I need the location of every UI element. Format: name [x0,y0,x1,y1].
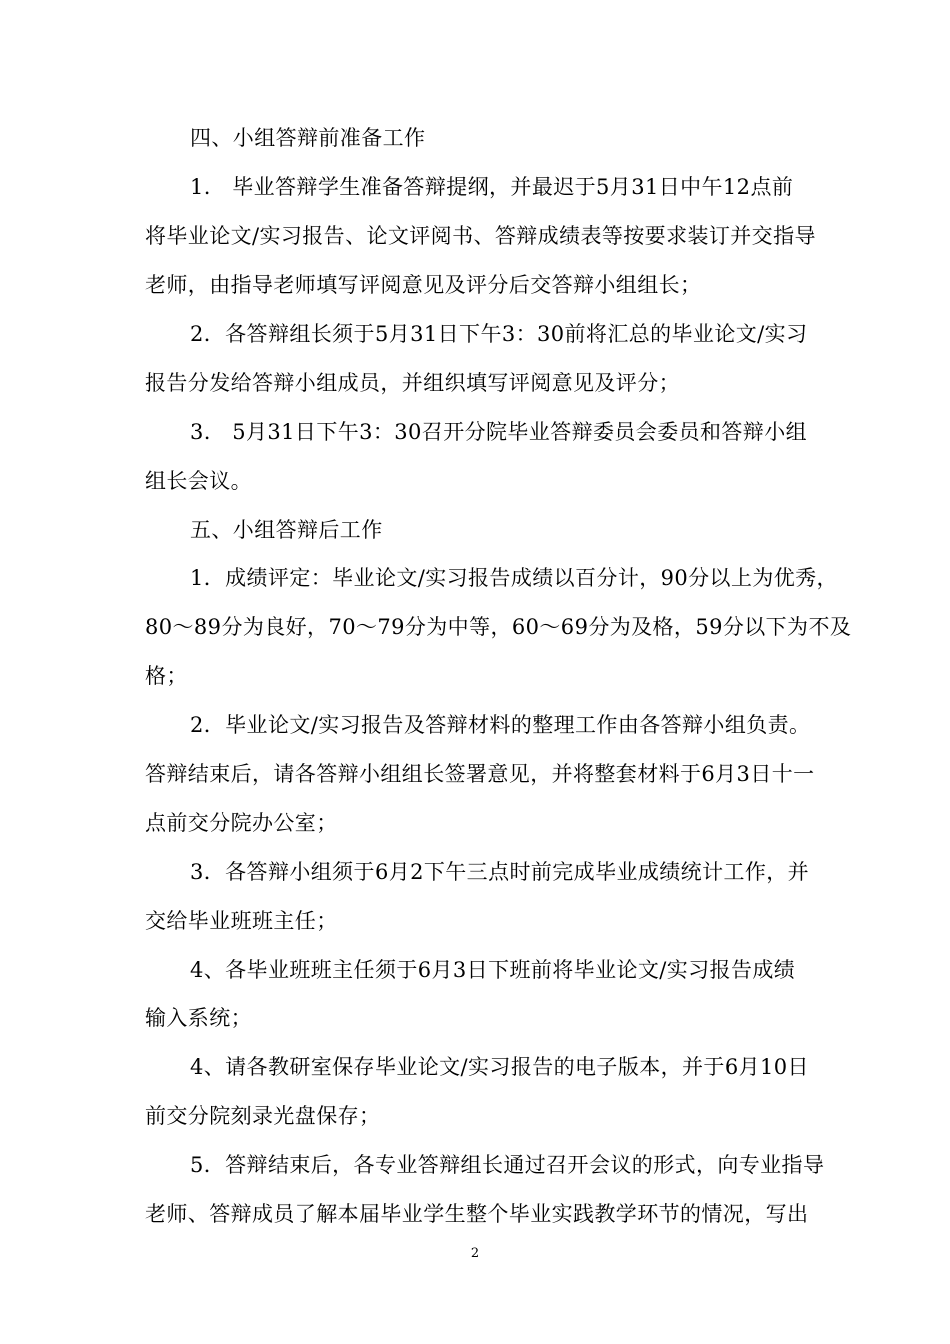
paragraph-line: 3. 5月31日下午3：30召开分院毕业答辩委员会委员和答辩小组 [190,420,807,444]
paragraph-line: 组长会议。 [145,469,252,493]
paragraph-line: 输入系统； [145,1006,252,1030]
paragraph-line: 2．毕业论文/实习报告及答辩材料的整理工作由各答辩小组负责。 [190,713,811,737]
paragraph-line: 老师，由指导老师填写评阅意见及评分后交答辩小组组长； [145,273,702,297]
paragraph-line: 报告分发给答辩小组成员，并组织填写评阅意见及评分； [145,371,680,395]
section-heading-after-defense: 五、小组答辩后工作 [190,518,383,542]
section-heading-preparation: 四、小组答辩前准备工作 [190,126,426,150]
paragraph-line: 答辩结束后，请各答辩小组组长签署意见，并将整套材料于6月3日十一 [145,762,815,786]
paragraph-line: 格； [145,664,188,688]
paragraph-line: 1. 毕业答辩学生准备答辩提纲，并最迟于5月31日中午12点前 [190,175,794,199]
paragraph-line: 将毕业论文/实习报告、论文评阅书、答辩成绩表等按要求装订并交指导 [145,224,816,248]
paragraph-line: 2．各答辩组长须于5月31日下午3：30前将汇总的毕业论文/实习 [190,322,808,346]
paragraph-line: 1．成绩评定：毕业论文/实习报告成绩以百分计，90分以上为优秀， [190,566,838,590]
paragraph-line: 4、请各教研室保存毕业论文/实习报告的电子版本，并于6月10日 [190,1055,809,1079]
paragraph-line: 80～89分为良好，70～79分为中等，60～69分为及格，59分以下为不及 [145,615,852,639]
paragraph-line: 前交分院刻录光盘保存； [145,1104,381,1128]
page-number: 2 [470,1246,480,1261]
paragraph-line: 3．各答辩小组须于6月2下午三点时前完成毕业成绩统计工作，并 [190,860,810,884]
paragraph-line: 4、各毕业班班主任须于6月3日下班前将毕业论文/实习报告成绩 [190,958,796,982]
paragraph-line: 老师、答辩成员了解本届毕业学生整个毕业实践教学环节的情况，写出 [145,1202,809,1226]
paragraph-line: 交给毕业班班主任； [145,909,338,933]
paragraph-line: 5．答辩结束后，各专业答辩组长通过召开会议的形式，向专业指导 [190,1153,825,1177]
paragraph-line: 点前交分院办公室； [145,811,338,835]
